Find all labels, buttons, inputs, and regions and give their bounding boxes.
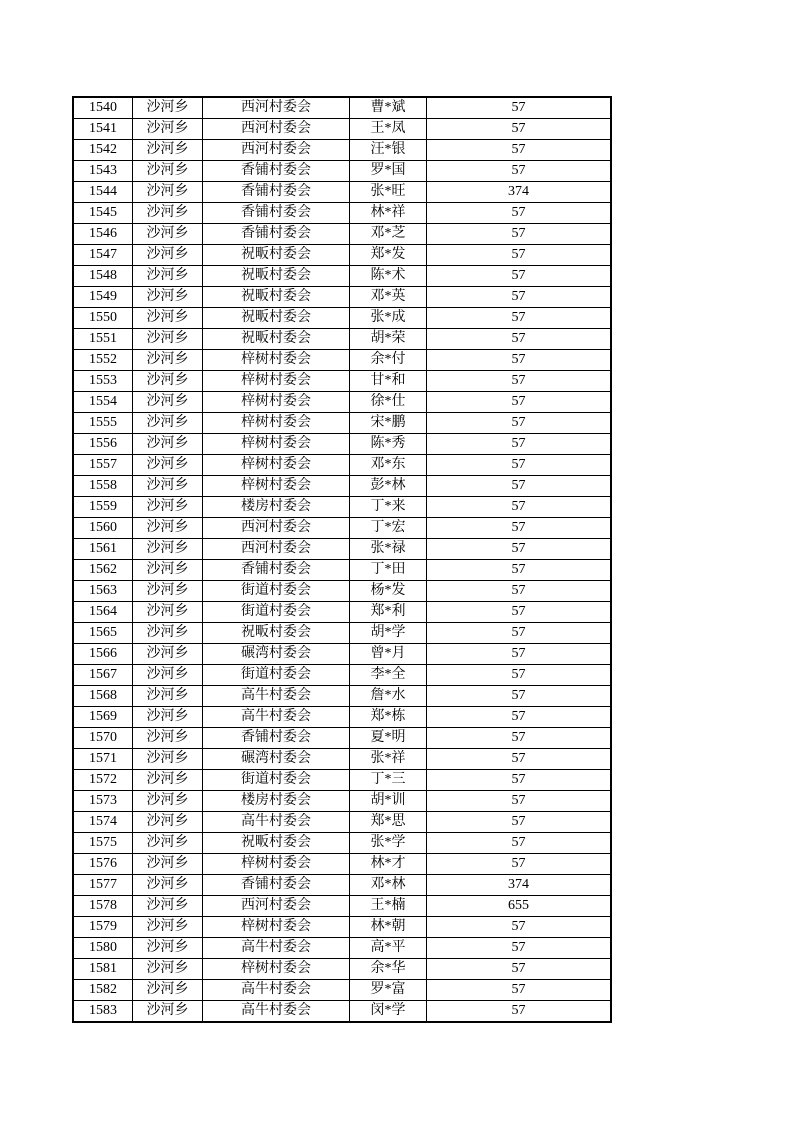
amount-cell: 57: [427, 287, 612, 308]
township-cell: 沙河乡: [133, 476, 203, 497]
township-cell: 沙河乡: [133, 371, 203, 392]
township-cell: 沙河乡: [133, 308, 203, 329]
person-name-cell: 陈*术: [350, 266, 427, 287]
person-name-cell: 甘*和: [350, 371, 427, 392]
township-cell: 沙河乡: [133, 833, 203, 854]
village-committee-cell: 楼房村委会: [203, 791, 350, 812]
serial-number-cell: 1543: [73, 161, 133, 182]
serial-number-cell: 1557: [73, 455, 133, 476]
person-name-cell: 丁*三: [350, 770, 427, 791]
person-name-cell: 郑*思: [350, 812, 427, 833]
village-committee-cell: 香铺村委会: [203, 161, 350, 182]
amount-cell: 57: [427, 644, 612, 665]
table-row: [73, 371, 611, 392]
village-committee-cell: 高牛村委会: [203, 938, 350, 959]
serial-number-cell: 1564: [73, 602, 133, 623]
person-name-cell: 胡*训: [350, 791, 427, 812]
township-cell: 沙河乡: [133, 623, 203, 644]
person-name-cell: 张*学: [350, 833, 427, 854]
person-name-cell: 曹*斌: [350, 97, 427, 119]
table-row: [73, 266, 611, 287]
table-row: [73, 518, 611, 539]
person-name-cell: 徐*仕: [350, 392, 427, 413]
table-row: [73, 245, 611, 266]
serial-number-cell: 1582: [73, 980, 133, 1001]
person-name-cell: 汪*银: [350, 140, 427, 161]
person-name-cell: 胡*荣: [350, 329, 427, 350]
amount-cell: 57: [427, 686, 612, 707]
amount-cell: 374: [427, 182, 612, 203]
village-committee-cell: 祝畈村委会: [203, 833, 350, 854]
township-cell: 沙河乡: [133, 350, 203, 371]
serial-number-cell: 1544: [73, 182, 133, 203]
village-committee-cell: 祝畈村委会: [203, 308, 350, 329]
amount-cell: 57: [427, 707, 612, 728]
serial-number-cell: 1565: [73, 623, 133, 644]
village-committee-cell: 香铺村委会: [203, 224, 350, 245]
table-row: [73, 434, 611, 455]
township-cell: 沙河乡: [133, 875, 203, 896]
serial-number-cell: 1560: [73, 518, 133, 539]
serial-number-cell: 1579: [73, 917, 133, 938]
amount-cell: 57: [427, 665, 612, 686]
township-cell: 沙河乡: [133, 728, 203, 749]
amount-cell: 57: [427, 329, 612, 350]
person-name-cell: 詹*水: [350, 686, 427, 707]
serial-number-cell: 1552: [73, 350, 133, 371]
village-committee-cell: 西河村委会: [203, 896, 350, 917]
person-name-cell: 郑*发: [350, 245, 427, 266]
village-committee-cell: 高牛村委会: [203, 686, 350, 707]
amount-cell: 57: [427, 392, 612, 413]
amount-cell: 57: [427, 161, 612, 182]
village-committee-cell: 祝畈村委会: [203, 266, 350, 287]
table-row: [73, 224, 611, 245]
serial-number-cell: 1548: [73, 266, 133, 287]
township-cell: 沙河乡: [133, 665, 203, 686]
table-row: [73, 644, 611, 665]
amount-cell: 57: [427, 308, 612, 329]
person-name-cell: 罗*国: [350, 161, 427, 182]
person-name-cell: 陈*秀: [350, 434, 427, 455]
person-name-cell: 郑*利: [350, 602, 427, 623]
table-row: [73, 980, 611, 1001]
serial-number-cell: 1549: [73, 287, 133, 308]
amount-cell: 57: [427, 1001, 612, 1023]
table-row: [73, 686, 611, 707]
serial-number-cell: 1551: [73, 329, 133, 350]
village-committee-cell: 梓树村委会: [203, 476, 350, 497]
amount-cell: 57: [427, 476, 612, 497]
table-row: [73, 854, 611, 875]
township-cell: 沙河乡: [133, 455, 203, 476]
township-cell: 沙河乡: [133, 560, 203, 581]
table-row: [73, 833, 611, 854]
village-committee-cell: 梓树村委会: [203, 392, 350, 413]
township-cell: 沙河乡: [133, 959, 203, 980]
township-cell: 沙河乡: [133, 266, 203, 287]
township-cell: 沙河乡: [133, 854, 203, 875]
amount-cell: 57: [427, 917, 612, 938]
amount-cell: 57: [427, 497, 612, 518]
township-cell: 沙河乡: [133, 938, 203, 959]
village-committee-cell: 梓树村委会: [203, 959, 350, 980]
person-name-cell: 胡*学: [350, 623, 427, 644]
township-cell: 沙河乡: [133, 707, 203, 728]
serial-number-cell: 1545: [73, 203, 133, 224]
table-row: [73, 917, 611, 938]
township-cell: 沙河乡: [133, 896, 203, 917]
serial-number-cell: 1553: [73, 371, 133, 392]
serial-number-cell: 1541: [73, 119, 133, 140]
amount-cell: 57: [427, 245, 612, 266]
serial-number-cell: 1580: [73, 938, 133, 959]
amount-cell: 655: [427, 896, 612, 917]
amount-cell: 57: [427, 980, 612, 1001]
amount-cell: 57: [427, 770, 612, 791]
table-row: [73, 959, 611, 980]
table-row: [73, 539, 611, 560]
table-row: [73, 665, 611, 686]
table-row: [73, 707, 611, 728]
amount-cell: 57: [427, 140, 612, 161]
village-committee-cell: 高牛村委会: [203, 1001, 350, 1023]
serial-number-cell: 1559: [73, 497, 133, 518]
amount-cell: 57: [427, 371, 612, 392]
serial-number-cell: 1546: [73, 224, 133, 245]
township-cell: 沙河乡: [133, 497, 203, 518]
serial-number-cell: 1574: [73, 812, 133, 833]
person-name-cell: 张*旺: [350, 182, 427, 203]
village-committee-cell: 高牛村委会: [203, 980, 350, 1001]
person-name-cell: 邓*东: [350, 455, 427, 476]
village-committee-cell: 梓树村委会: [203, 434, 350, 455]
serial-number-cell: 1571: [73, 749, 133, 770]
table-row: [73, 875, 611, 896]
table-row: [73, 203, 611, 224]
person-name-cell: 李*全: [350, 665, 427, 686]
table-row: [73, 602, 611, 623]
person-name-cell: 林*才: [350, 854, 427, 875]
person-name-cell: 余*华: [350, 959, 427, 980]
village-committee-cell: 碾湾村委会: [203, 749, 350, 770]
township-cell: 沙河乡: [133, 182, 203, 203]
person-name-cell: 邓*芝: [350, 224, 427, 245]
amount-cell: 57: [427, 97, 612, 119]
township-cell: 沙河乡: [133, 749, 203, 770]
serial-number-cell: 1573: [73, 791, 133, 812]
amount-cell: 57: [427, 623, 612, 644]
village-committee-cell: 香铺村委会: [203, 182, 350, 203]
township-cell: 沙河乡: [133, 329, 203, 350]
person-name-cell: 高*平: [350, 938, 427, 959]
serial-number-cell: 1556: [73, 434, 133, 455]
amount-cell: 57: [427, 434, 612, 455]
village-committee-cell: 楼房村委会: [203, 497, 350, 518]
village-committee-cell: 街道村委会: [203, 602, 350, 623]
table-row: [73, 938, 611, 959]
person-name-cell: 王*楠: [350, 896, 427, 917]
person-name-cell: 张*祥: [350, 749, 427, 770]
township-cell: 沙河乡: [133, 980, 203, 1001]
person-name-cell: 丁*田: [350, 560, 427, 581]
table-row: [73, 413, 611, 434]
person-name-cell: 彭*林: [350, 476, 427, 497]
serial-number-cell: 1567: [73, 665, 133, 686]
table-row: [73, 770, 611, 791]
serial-number-cell: 1581: [73, 959, 133, 980]
person-name-cell: 杨*发: [350, 581, 427, 602]
amount-cell: 57: [427, 938, 612, 959]
township-cell: 沙河乡: [133, 245, 203, 266]
amount-cell: 57: [427, 518, 612, 539]
village-committee-cell: 梓树村委会: [203, 413, 350, 434]
serial-number-cell: 1540: [73, 97, 133, 119]
table-row: [73, 455, 611, 476]
amount-cell: 57: [427, 959, 612, 980]
table-row: [73, 287, 611, 308]
amount-cell: 57: [427, 119, 612, 140]
table-row: [73, 728, 611, 749]
township-cell: 沙河乡: [133, 812, 203, 833]
township-cell: 沙河乡: [133, 602, 203, 623]
serial-number-cell: 1550: [73, 308, 133, 329]
village-committee-cell: 香铺村委会: [203, 875, 350, 896]
table-row: [73, 97, 611, 119]
table-row: [73, 560, 611, 581]
village-committee-cell: 西河村委会: [203, 518, 350, 539]
amount-cell: 57: [427, 266, 612, 287]
table-row: [73, 350, 611, 371]
person-name-cell: 闵*学: [350, 1001, 427, 1023]
village-committee-cell: 梓树村委会: [203, 917, 350, 938]
village-committee-cell: 高牛村委会: [203, 707, 350, 728]
village-committee-cell: 祝畈村委会: [203, 287, 350, 308]
table-row: [73, 182, 611, 203]
table-body: [73, 97, 611, 1022]
table-row: [73, 581, 611, 602]
serial-number-cell: 1570: [73, 728, 133, 749]
person-name-cell: 余*付: [350, 350, 427, 371]
table-row: [73, 749, 611, 770]
village-committee-cell: 街道村委会: [203, 581, 350, 602]
amount-cell: 57: [427, 749, 612, 770]
person-name-cell: 林*祥: [350, 203, 427, 224]
serial-number-cell: 1569: [73, 707, 133, 728]
village-committee-cell: 碾湾村委会: [203, 644, 350, 665]
township-cell: 沙河乡: [133, 770, 203, 791]
village-committee-cell: 街道村委会: [203, 665, 350, 686]
person-name-cell: 王*凤: [350, 119, 427, 140]
village-committee-cell: 香铺村委会: [203, 560, 350, 581]
township-cell: 沙河乡: [133, 581, 203, 602]
village-committee-cell: 香铺村委会: [203, 728, 350, 749]
table-row: [73, 140, 611, 161]
person-name-cell: 罗*富: [350, 980, 427, 1001]
village-committee-cell: 西河村委会: [203, 539, 350, 560]
person-name-cell: 丁*来: [350, 497, 427, 518]
township-cell: 沙河乡: [133, 287, 203, 308]
amount-cell: 57: [427, 455, 612, 476]
serial-number-cell: 1547: [73, 245, 133, 266]
township-cell: 沙河乡: [133, 97, 203, 119]
serial-number-cell: 1563: [73, 581, 133, 602]
amount-cell: 57: [427, 854, 612, 875]
serial-number-cell: 1554: [73, 392, 133, 413]
table-row: [73, 329, 611, 350]
township-cell: 沙河乡: [133, 686, 203, 707]
township-cell: 沙河乡: [133, 518, 203, 539]
amount-cell: 57: [427, 791, 612, 812]
serial-number-cell: 1575: [73, 833, 133, 854]
township-cell: 沙河乡: [133, 539, 203, 560]
serial-number-cell: 1558: [73, 476, 133, 497]
village-committee-cell: 梓树村委会: [203, 350, 350, 371]
township-cell: 沙河乡: [133, 140, 203, 161]
serial-number-cell: 1572: [73, 770, 133, 791]
table-row: [73, 119, 611, 140]
table-row: [73, 476, 611, 497]
village-committee-cell: 西河村委会: [203, 97, 350, 119]
township-cell: 沙河乡: [133, 644, 203, 665]
person-name-cell: 郑*栋: [350, 707, 427, 728]
person-name-cell: 邓*英: [350, 287, 427, 308]
amount-cell: 57: [427, 812, 612, 833]
township-cell: 沙河乡: [133, 434, 203, 455]
village-committee-cell: 街道村委会: [203, 770, 350, 791]
serial-number-cell: 1562: [73, 560, 133, 581]
township-cell: 沙河乡: [133, 392, 203, 413]
person-name-cell: 林*朝: [350, 917, 427, 938]
table-row: [73, 791, 611, 812]
serial-number-cell: 1542: [73, 140, 133, 161]
person-name-cell: 张*成: [350, 308, 427, 329]
village-committee-cell: 高牛村委会: [203, 812, 350, 833]
person-name-cell: 张*禄: [350, 539, 427, 560]
table-row: [73, 392, 611, 413]
amount-cell: 57: [427, 350, 612, 371]
amount-cell: 57: [427, 581, 612, 602]
village-committee-cell: 祝畈村委会: [203, 623, 350, 644]
amount-cell: 57: [427, 833, 612, 854]
table-row: [73, 812, 611, 833]
village-committee-cell: 香铺村委会: [203, 203, 350, 224]
serial-number-cell: 1555: [73, 413, 133, 434]
table-row: [73, 497, 611, 518]
person-name-cell: 邓*林: [350, 875, 427, 896]
village-committee-cell: 祝畈村委会: [203, 329, 350, 350]
amount-cell: 374: [427, 875, 612, 896]
township-cell: 沙河乡: [133, 119, 203, 140]
serial-number-cell: 1568: [73, 686, 133, 707]
village-committee-cell: 梓树村委会: [203, 854, 350, 875]
person-name-cell: 宋*鹏: [350, 413, 427, 434]
table-row: [73, 623, 611, 644]
data-table: [72, 96, 612, 1023]
table-row: [73, 1001, 611, 1023]
village-committee-cell: 梓树村委会: [203, 371, 350, 392]
serial-number-cell: 1577: [73, 875, 133, 896]
township-cell: 沙河乡: [133, 917, 203, 938]
person-name-cell: 夏*明: [350, 728, 427, 749]
village-committee-cell: 祝畈村委会: [203, 245, 350, 266]
township-cell: 沙河乡: [133, 161, 203, 182]
amount-cell: 57: [427, 413, 612, 434]
village-committee-cell: 梓树村委会: [203, 455, 350, 476]
village-committee-cell: 西河村委会: [203, 140, 350, 161]
person-name-cell: 丁*宏: [350, 518, 427, 539]
person-name-cell: 曾*月: [350, 644, 427, 665]
township-cell: 沙河乡: [133, 413, 203, 434]
table-row: [73, 308, 611, 329]
township-cell: 沙河乡: [133, 203, 203, 224]
amount-cell: 57: [427, 560, 612, 581]
serial-number-cell: 1578: [73, 896, 133, 917]
serial-number-cell: 1583: [73, 1001, 133, 1023]
table-row: [73, 896, 611, 917]
amount-cell: 57: [427, 728, 612, 749]
serial-number-cell: 1566: [73, 644, 133, 665]
amount-cell: 57: [427, 203, 612, 224]
serial-number-cell: 1561: [73, 539, 133, 560]
township-cell: 沙河乡: [133, 1001, 203, 1023]
township-cell: 沙河乡: [133, 224, 203, 245]
serial-number-cell: 1576: [73, 854, 133, 875]
village-committee-cell: 西河村委会: [203, 119, 350, 140]
amount-cell: 57: [427, 224, 612, 245]
amount-cell: 57: [427, 539, 612, 560]
amount-cell: 57: [427, 602, 612, 623]
table-row: [73, 161, 611, 182]
township-cell: 沙河乡: [133, 791, 203, 812]
